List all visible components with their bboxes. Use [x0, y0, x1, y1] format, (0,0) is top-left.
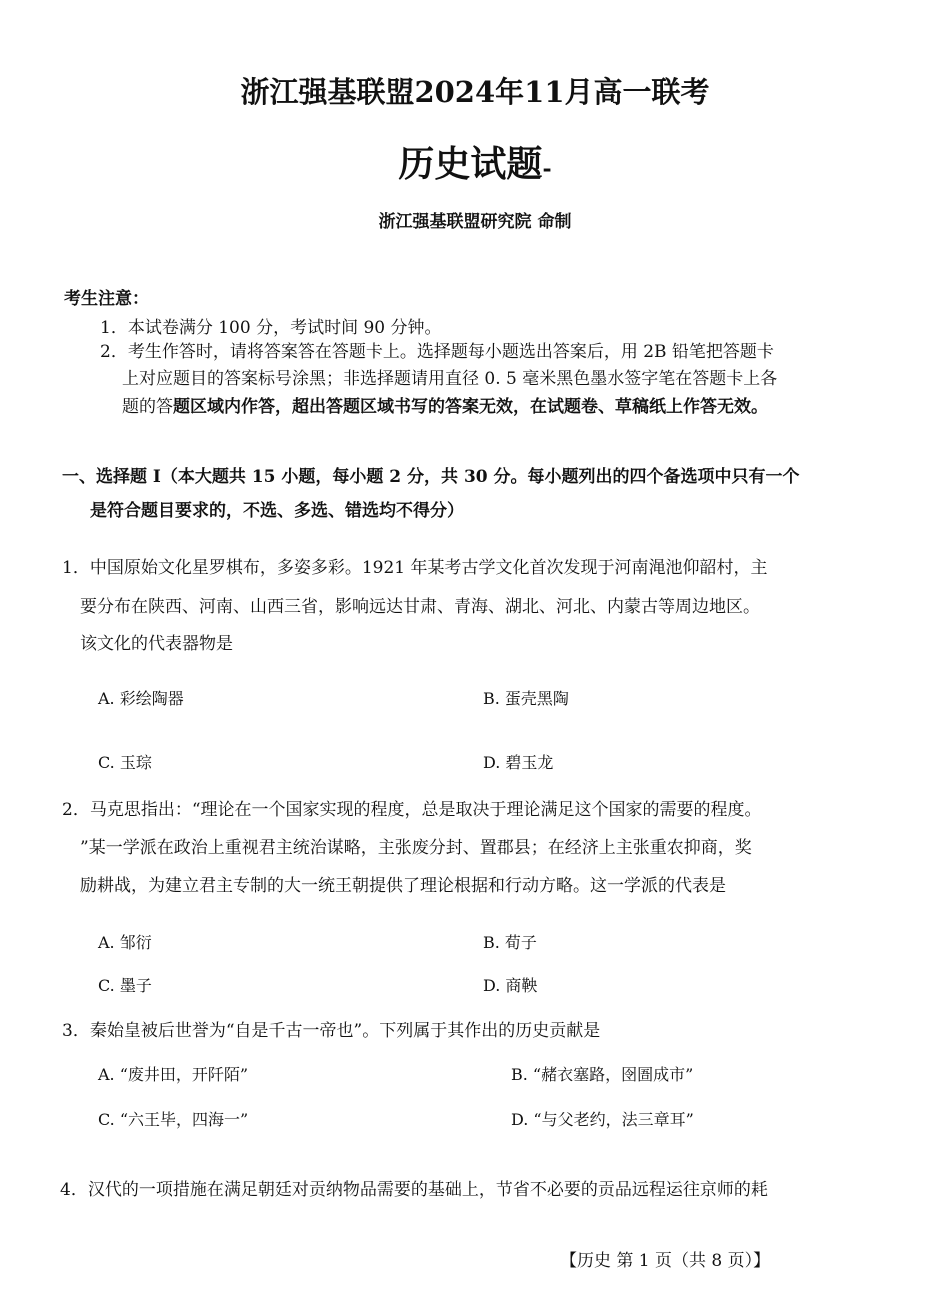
section-1-heading-line-1: 一、选择题 I（本大题共 15 小题，每小题 2 分，共 30 分。每小题列出的四个备选项中只有一个 [62, 467, 800, 487]
question-2-option-b[interactable]: B. 荀子 [483, 933, 537, 952]
notice-heading: 考生注意： [64, 289, 149, 309]
question-3-option-b[interactable]: B. “赭衣塞路，囹圄成市” [511, 1065, 694, 1084]
question-2-option-c[interactable]: C. 墨子 [98, 976, 152, 995]
question-1-option-a[interactable]: A. 彩绘陶器 [98, 689, 184, 708]
notice-item-2-line-2: 上对应题目的答案标号涂黑；非选择题请用直径 0. 5 毫米黑色墨水签字笔在答题卡上各 [122, 369, 778, 389]
notice-item-2-line-1: 2．考生作答时，请将答案答在答题卡上。选择题每小题选出答案后，用 2B 铅笔把答题卡 [100, 342, 774, 362]
question-1-option-c[interactable]: C. 玉琮 [98, 753, 152, 772]
notice-item-1: 1．本试卷满分 100 分，考试时间 90 分钟。 [100, 318, 442, 338]
question-2-option-a[interactable]: A. 邹衍 [98, 933, 152, 952]
notice-item-2-line-3-plain: 题的答 [122, 397, 173, 417]
question-1-option-d[interactable]: D. 碧玉龙 [483, 753, 554, 772]
question-1-line-1: 1．中国原始文化星罗棋布，多姿多彩。1921 年某考古学文化首次发现于河南渑池仰韶村，主 [62, 558, 768, 578]
exam-title: 浙江强基联盟2024年11月高一联考 [240, 75, 710, 109]
notice-item-2-line-3 [122, 392, 768, 417]
question-1-line-2: 要分布在陕西、河南、山西三省，影响远达甘肃、青海、湖北、河北、内蒙古等周边地区。 [80, 597, 760, 617]
question-3-option-a[interactable]: A. “废井田，开阡陌” [98, 1065, 249, 1084]
question-3-option-c[interactable]: C. “六王毕，四海一” [98, 1110, 249, 1129]
subject-title [0, 136, 950, 187]
question-2-line-2: ”某一学派在政治上重视君主统治谋略，主张废分封、置郡县；在经济上主张重农抑商，奖 [80, 838, 752, 858]
question-3-option-d[interactable]: D. “与父老约，法三章耳” [511, 1110, 694, 1129]
subject-suffix: - [542, 156, 552, 182]
question-4-line-1: 4．汉代的一项措施在满足朝廷对贡纳物品需要的基础上，节省不必要的贡品远程运往京师的耗 [60, 1180, 768, 1200]
page-footer: 【历史 第 1 页（共 8 页）】 [560, 1251, 771, 1271]
question-1-line-3: 该文化的代表器物是 [80, 634, 233, 654]
question-3-line-1: 3．秦始皇被后世誉为“自是千古一帝也”。下列属于其作出的历史贡献是 [62, 1021, 601, 1041]
question-2-line-1: 2．马克思指出：“理论在一个国家实现的程度，总是取决于理论满足这个国家的需要的程度。 [62, 800, 762, 820]
notice-item-2-line-3-bold: 题区域内作答，超出答题区域书写的答案无效，在试题卷、草稿纸上作答无效。 [173, 397, 768, 417]
section-1-heading-line-2: 是符合题目要求的，不选、多选、错选均不得分） [90, 501, 464, 521]
subject-name: 历史试题 [398, 143, 543, 185]
question-1-option-b[interactable]: B. 蛋壳黑陶 [483, 689, 569, 708]
question-2-line-3: 励耕战，为建立君主专制的大一统王朝提供了理论根据和行动方略。这一学派的代表是 [80, 876, 726, 896]
publisher-line: 浙江强基联盟研究院 命制 [378, 212, 572, 232]
question-2-option-d[interactable]: D. 商鞅 [483, 976, 538, 995]
